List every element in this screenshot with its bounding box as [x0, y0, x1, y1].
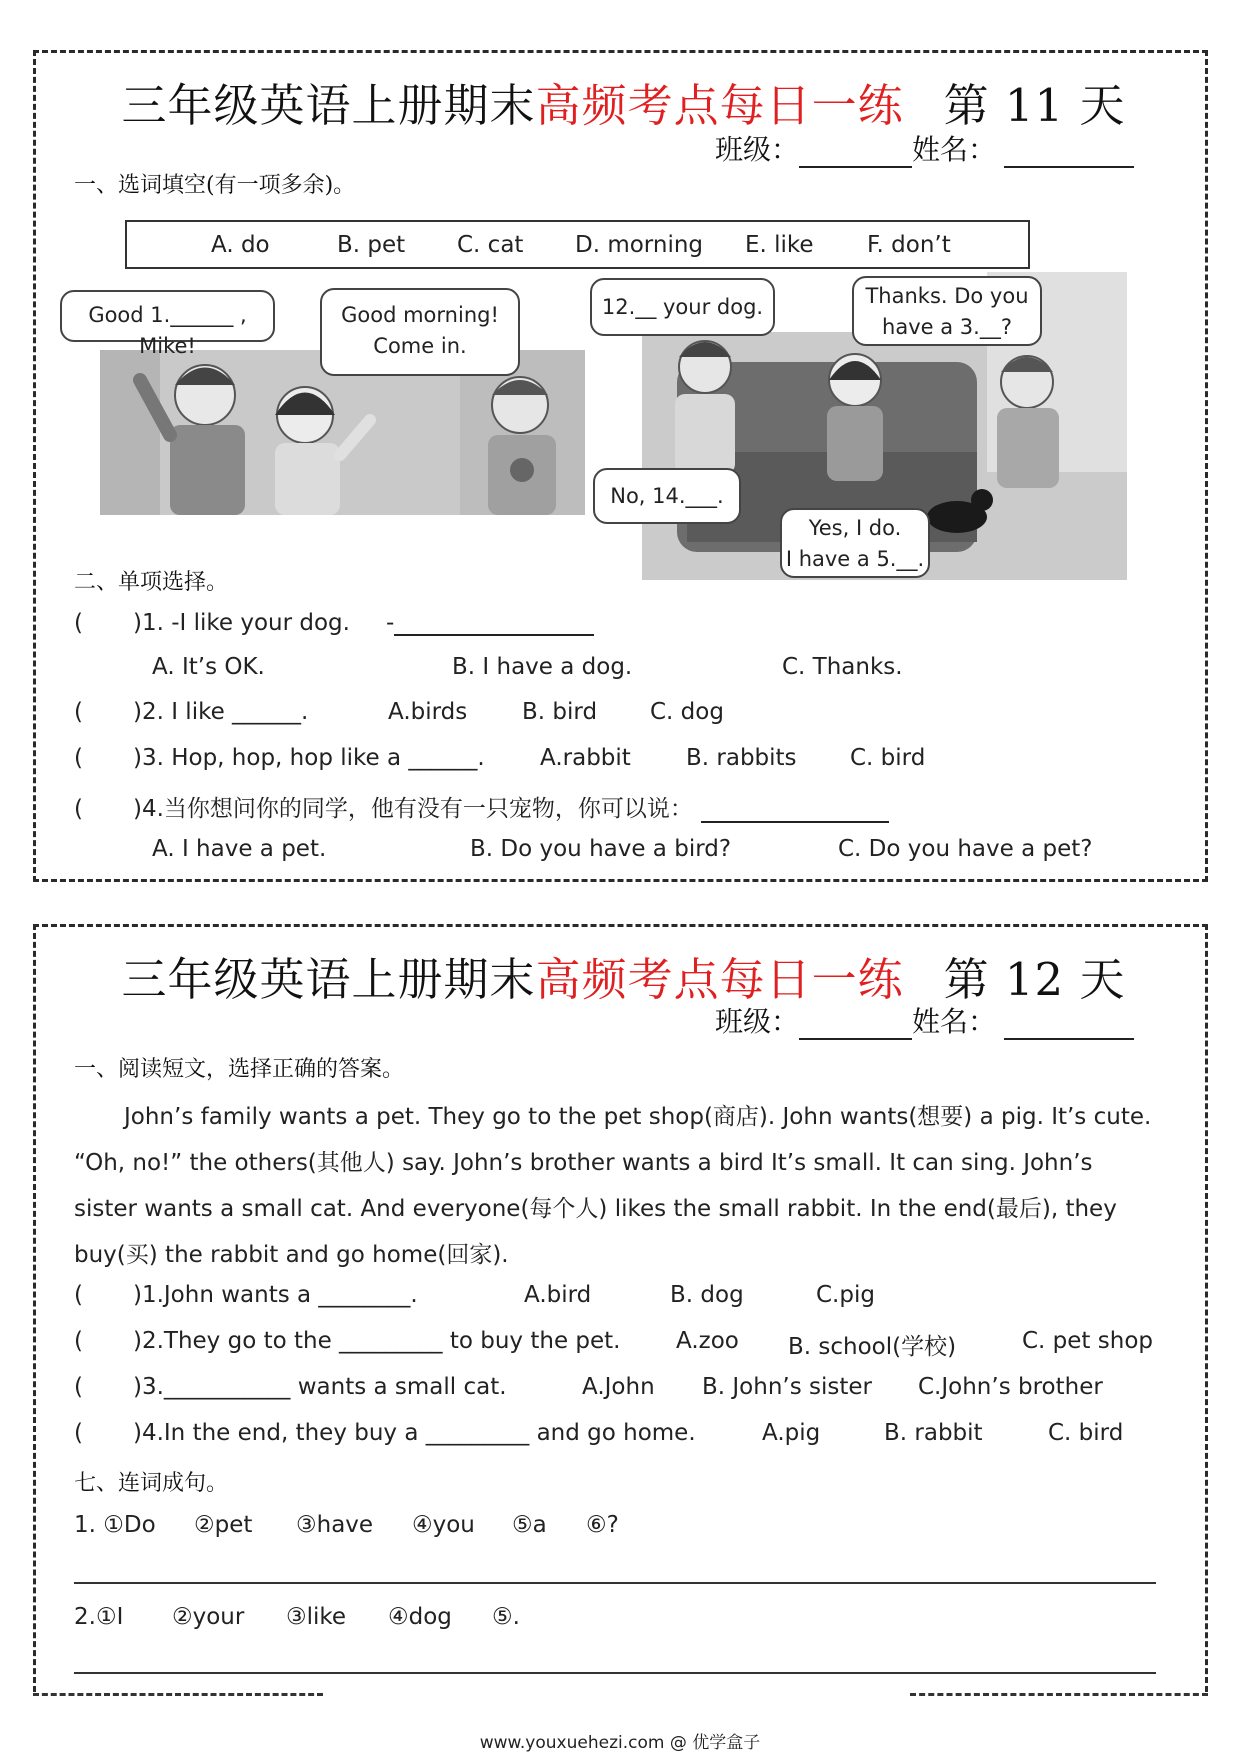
section-title-fill-blanks: 一、选词填空(有一项多余)。 [74, 173, 356, 198]
q3-option-a: A.rabbit [540, 745, 631, 771]
answer-paren[interactable]: ( [74, 1374, 83, 1400]
sentence-2-word-2: ②your [172, 1604, 245, 1630]
reading-question-3: ( )3.___________ wants a small cat. [74, 1374, 507, 1400]
answer-paren[interactable]: ( [74, 796, 83, 822]
rq2-option-b: B. school(学校) [788, 1334, 957, 1360]
q1-option-c: C. Thanks. [782, 654, 903, 680]
title-black: 三年级英语上册期末 [121, 953, 536, 1006]
section-title-sentences: 七、连词成句。 [74, 1471, 229, 1496]
q4-option-a: A. I have a pet. [152, 836, 327, 862]
sentence-1-word-3: ③have [296, 1512, 374, 1538]
bottom-border-left [33, 1693, 323, 1696]
sentence-1-word-5: ⑤a [512, 1512, 547, 1538]
class-label: 班级： [715, 133, 800, 166]
question-1: ( )1. -I like your dog. - [74, 608, 594, 636]
option-d: D. morning [575, 232, 704, 258]
title-red: 高频考点每日一练 [535, 953, 904, 1006]
word-bank [125, 220, 1030, 269]
rq3-option-a: A.John [582, 1374, 655, 1400]
q2-option-b: B. bird [522, 699, 598, 725]
rq1-option-a: A.bird [524, 1282, 592, 1308]
name-label: 姓名： [912, 133, 997, 166]
q2-option-c: C. dog [650, 699, 724, 725]
q1-option-b: B. I have a dog. [452, 654, 633, 680]
answer-line-2[interactable] [74, 1672, 1156, 1674]
sentence-2-word-5: ⑤. [492, 1604, 520, 1630]
rq4-option-c: C. bird [1048, 1420, 1124, 1446]
rq1-option-c: C.pig [816, 1282, 875, 1308]
q3-option-c: C. bird [850, 745, 926, 771]
sentence-2-word-3: ③like [286, 1604, 347, 1630]
passage-line-2: “Oh, no!” the others(其他人) say. John’s brother wants a bird It’s small. It can sing. John’s [74, 1150, 1093, 1176]
class-input[interactable] [799, 136, 912, 168]
option-b: B. pet [337, 232, 406, 258]
rq3-option-b: B. John’s sister [702, 1374, 872, 1400]
bubble-good: Good 1.______ , Mike! [60, 290, 275, 342]
sentence-2-word-4: ④dog [388, 1604, 452, 1630]
reading-question-1: ( )1.John wants a ________. [74, 1282, 418, 1308]
q4-option-b: B. Do you have a bird? [470, 836, 732, 862]
name-input[interactable] [1004, 1008, 1134, 1040]
class-input[interactable] [799, 1008, 912, 1040]
passage-line-1: John’s family wants a pet. They go to the pet shop(商店). John wants(想要) a pig. It’s cute. [124, 1104, 1152, 1130]
answer-paren[interactable]: ( [74, 1282, 83, 1308]
question-3: ( )3. Hop, hop, hop like a ______. [74, 745, 485, 771]
passage-line-3: sister wants a small cat. And everyone(每个人) likes the small rabbit. In the end(最后), they [74, 1196, 1117, 1222]
class-label: 班级： [715, 1005, 800, 1038]
sentence-1-word-1: 1. ①Do [74, 1512, 156, 1538]
option-a: A. do [211, 232, 270, 258]
title-day: 第 12 天 [943, 953, 1126, 1006]
answer-paren[interactable]: ( [74, 699, 83, 725]
rq4-option-b: B. rabbit [884, 1420, 983, 1446]
rq1-option-b: B. dog [670, 1282, 744, 1308]
q2-option-a: A.birds [388, 699, 468, 725]
worksheet-title [36, 943, 1211, 1008]
reading-question-2: ( )2.They go to the _________ to buy the pet. [74, 1328, 621, 1354]
question-2: ( )2. I like ______. [74, 699, 309, 725]
title-red: 高频考点每日一练 [535, 79, 904, 132]
name-label: 姓名： [912, 1005, 997, 1038]
q1-option-a: A. It’s OK. [152, 654, 265, 680]
q3-option-b: B. rabbits [686, 745, 797, 771]
sentence-1-word-6: ⑥? [586, 1512, 619, 1538]
rq3-option-c: C.John’s brother [918, 1374, 1103, 1400]
q4-option-c: C. Do you have a pet? [838, 836, 1093, 862]
rq2-option-a: A.zoo [676, 1328, 739, 1354]
option-e: E. like [745, 232, 814, 258]
bubble-yes: Yes, I do. I have a 5.__. [780, 508, 930, 578]
answer-paren[interactable]: ( [74, 1328, 83, 1354]
section-title-reading: 一、阅读短文，选择正确的答案。 [74, 1057, 405, 1082]
bottom-border-right [910, 1693, 1208, 1696]
answer-blank[interactable] [701, 795, 889, 823]
bubble-thanks: Thanks. Do you have a 3.__? [852, 276, 1042, 346]
class-field [715, 1000, 1134, 1040]
option-c: C. cat [457, 232, 524, 258]
answer-blank[interactable] [394, 608, 594, 636]
sentence-1-word-4: ④you [412, 1512, 475, 1538]
class-field [715, 128, 1134, 168]
sentence-2-word-1: 2.①I [74, 1604, 124, 1630]
option-f: F. don’t [867, 232, 951, 258]
title-black: 三年级英语上册期末 [121, 79, 536, 132]
bubble-no: No, 14.___. [593, 468, 741, 524]
sentence-1-word-2: ②pet [194, 1512, 253, 1538]
rq4-option-a: A.pig [762, 1420, 821, 1446]
bubble-your-dog: 12.__ your dog. [590, 278, 775, 336]
rq2-option-c: C. pet shop [1022, 1328, 1153, 1354]
title-day: 第 11 天 [943, 79, 1126, 132]
worksheet-title [36, 69, 1211, 134]
answer-paren[interactable]: ( [74, 610, 83, 636]
answer-paren[interactable]: ( [74, 1420, 83, 1446]
footer-website: www.youxuehezi.com @ 优学盒子 [479, 1733, 761, 1753]
reading-question-4: ( )4.In the end, they buy a _________ and go home. [74, 1420, 696, 1446]
question-4: ( )4.当你想问你的同学，他有没有一只宠物，你可以说： [74, 790, 889, 823]
passage-line-4: buy(买) the rabbit and go home(回家). [74, 1242, 509, 1268]
answer-paren[interactable]: ( [74, 745, 83, 771]
answer-line-1[interactable] [74, 1582, 1156, 1584]
name-input[interactable] [1004, 136, 1134, 168]
section-title-multiple-choice: 二、单项选择。 [74, 570, 229, 595]
bubble-good-morning: Good morning! Come in. [320, 288, 520, 376]
